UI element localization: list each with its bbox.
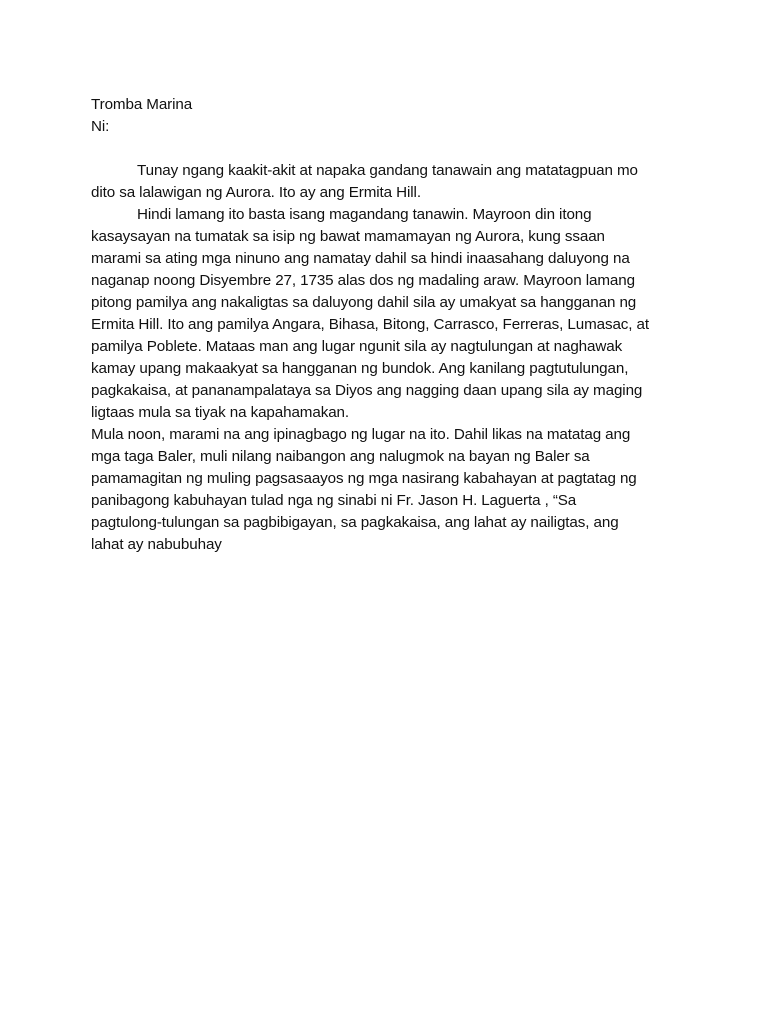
text-line: pagtulong-tulungan sa pagbibigayan, sa pagkakaisa, ang lahat ay nailigtas, ang	[91, 514, 619, 531]
text-line: Tunay ngang kaakit-akit at napaka gandang tanawain ang matatagpuan mo	[137, 162, 638, 179]
document-title: Tromba Marina	[91, 96, 193, 113]
text-line: Mula noon, marami na ang ipinagbago ng lugar na ito. Dahil likas na matatag ang	[91, 426, 631, 443]
text-line: mga taga Baler, muli nilang naibangon ang nalugmok na bayan ng Baler sa	[91, 448, 590, 465]
text-line: kamay upang makaakyat sa hangganan ng bundok. Ang kanilang pagtutulungan,	[91, 360, 629, 377]
text-line: pagkakaisa, at pananampalataya sa Diyos ang nagging daan upang sila ay maging	[91, 382, 643, 399]
text-line: lahat ay nabubuhay	[91, 536, 222, 553]
text-line: pamamagitan ng muling pagsasaayos ng mga nasirang kabahayan at pagtatag ng	[91, 470, 637, 487]
blank-line	[91, 138, 691, 160]
paragraph	[91, 160, 691, 204]
text-line: panibagong kabuhayan tulad nga ng sinabi ni Fr. Jason H. Laguerta , “Sa	[91, 492, 577, 509]
paragraph	[91, 424, 691, 556]
text-line: Hindi lamang ito basta isang magandang tanawin. Mayroon din itong	[137, 206, 592, 223]
text-line: naganap noong Disyembre 27, 1735 alas dos ng madaling araw. Mayroon lamang	[91, 272, 635, 289]
text-line: kasaysayan na tumatak sa isip ng bawat mamamayan ng Aurora, kung ssaan	[91, 228, 605, 245]
text-line: Ermita Hill. Ito ang pamilya Angara, Bihasa, Bitong, Carrasco, Ferreras, Lumasac, at	[91, 316, 650, 333]
text-line: pamilya Poblete. Mataas man ang lugar ngunit sila ay nagtulungan at naghawak	[91, 338, 623, 355]
text-line: dito sa lalawigan ng Aurora. Ito ay ang Ermita Hill.	[91, 184, 421, 201]
text-line: ligtaas mula sa tiyak na kapahamakan.	[91, 404, 350, 421]
text-line: pitong pamilya ang nakaligtas sa daluyong dahil sila ay umakyat sa hangganan ng	[91, 294, 637, 311]
text-line: marami sa ating mga ninuno ang namatay dahil sa hindi inaasahang daluyong na	[91, 250, 630, 267]
document-body	[91, 94, 691, 556]
paragraph-container	[91, 160, 691, 556]
author-label: Ni:	[91, 118, 110, 135]
paragraph	[91, 204, 691, 424]
